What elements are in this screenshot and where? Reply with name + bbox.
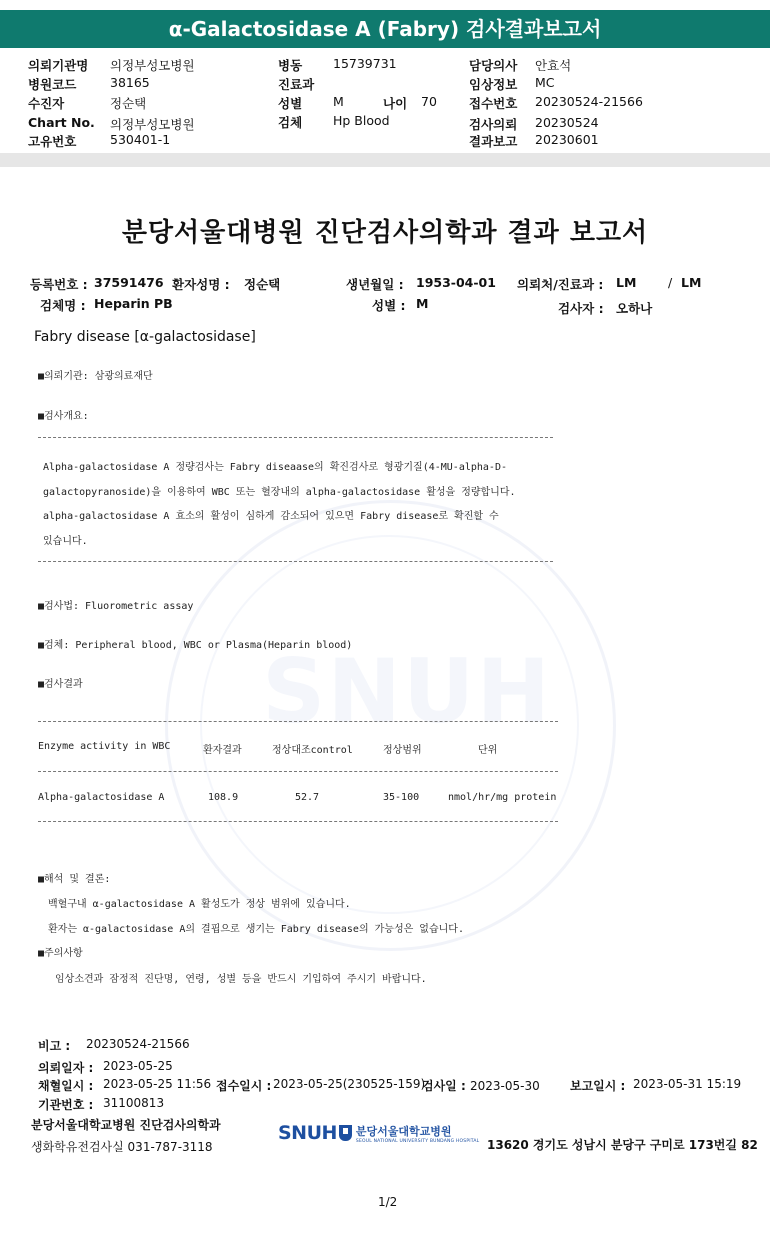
divider [38,721,558,722]
overview-line: galactopyranoside)을 이용하여 WBC 또는 혈장내의 alpha-galactosidase 활성을 정량합니다. [43,487,516,498]
header-label: 접수번호 [469,96,518,111]
collect-label: 채혈일시 : [38,1079,94,1093]
dept-value: LM [681,275,702,290]
specimen-name-value: Heparin PB [94,296,173,311]
interpretation-line: 환자는 α-galactosidase A의 결핍으로 생기는 Fabry disease의 가능성은 없습니다. [48,924,464,935]
header-value: M [333,94,344,109]
table-cell: Alpha-galactosidase A [38,792,165,803]
header-label: Chart No. [28,115,95,130]
header-value: 38165 [110,75,150,90]
registration-label: 등록번호 : [30,277,88,292]
header-label: 결과보고 [469,134,518,149]
header-value: 20230601 [535,132,599,147]
receipt-value: 2023-05-25(230525-159) [273,1077,426,1091]
report-banner-title: α-Galactosidase A (Fabry) 검사결과보고서 [0,10,770,48]
report-title: 분당서울대병원 진단검사의학과 결과 보고서 [121,218,649,248]
overview-line: alpha-galactosidase A 효소의 활성이 심하게 감소되어 있으면 Fabry disease로 확진할 수 [43,511,499,522]
receipt-label: 접수일시 : [216,1079,272,1093]
dept-separator: / [668,275,673,290]
test-date-value: 2023-05-30 [470,1079,540,1093]
header-divider-bar [0,153,770,167]
report-date-value: 2023-05-31 15:19 [633,1077,742,1091]
header-label: 성별 [278,96,303,111]
overview-line: 있습니다. [43,536,88,547]
table-cell: 35-100 [383,792,420,803]
department-name: 분당서울대학교병원 진단검사의학과 [31,1118,221,1132]
dept-label: 의뢰처/진료과 : [517,277,604,292]
page-number: 1/2 [378,1195,398,1209]
registration-value: 37591476 [94,275,164,290]
header-label: 병동 [278,58,303,73]
logo-english-text: SEOUL NATIONAL UNIVERSITY BUNDANG HOSPITAL [355,1138,480,1144]
test-section-title: Fabry disease [α-galactosidase] [34,329,256,345]
header-label: 검사의뢰 [469,117,518,132]
remark-label: 비고 : [38,1039,71,1053]
hospital-logo [278,1122,479,1144]
tester-label: 검사자 : [558,301,604,316]
header-label: 의뢰기관명 [28,58,89,73]
divider [38,561,553,562]
specimen-name-label: 검체명 : [40,298,86,313]
dob-label: 생년월일 : [346,277,404,292]
table-header-cell: 정상대조control [272,745,353,756]
header-label: 나이 [383,96,408,111]
header-info-grid [0,52,770,152]
divider [38,821,558,822]
lab-contact: 생화학유전검사실 031-787-3118 [31,1140,213,1154]
collect-value: 2023-05-25 11:56 [103,1077,212,1091]
header-value: 20230524-21566 [535,94,643,109]
header-label: 고유번호 [28,134,77,149]
hospital-address: 13620 경기도 성남시 분당구 구미로 173번길 82 [487,1138,758,1152]
dob-value: 1953-04-01 [416,275,496,290]
method-line: ■검사법: Fluorometric assay [38,601,194,612]
request-date-label: 의뢰일자 : [38,1061,94,1075]
institution-no-label: 기관번호 : [38,1098,94,1112]
header-value: 정순택 [110,96,147,111]
header-label: 진료과 [278,77,315,92]
header-label: 검체 [278,115,303,130]
header-value: 70 [421,94,437,109]
caution-line: 임상소견과 잠정적 진단명, 연령, 성별 등을 반드시 기입하여 주시기 바랍니다. [55,974,427,985]
header-value: 530401-1 [110,132,171,147]
header-value: 의정부성모병원 [110,117,195,132]
logo-korean-text: 분당서울대학교병원 [355,1124,452,1138]
header-value: Hp Blood [333,113,390,128]
sex-value: M [416,296,429,311]
interpretation-line: 백혈구내 α-galactosidase A 활성도가 정상 범위에 있습니다. [48,899,351,910]
shield-icon [339,1125,352,1141]
header-label: 수진자 [28,96,65,111]
patient-name-value: 정순택 [244,277,281,292]
logo-snuh-text: SNUH [278,1122,337,1144]
table-header-cell: 환자결과 [203,745,242,756]
header-label: 임상정보 [469,77,518,92]
caution-heading: ■주의사항 [38,948,83,959]
table-header-cell: 단위 [478,745,498,756]
request-date-value: 2023-05-25 [103,1059,173,1073]
header-label: 담당의사 [469,58,518,73]
sex-label: 성별 : [372,298,406,313]
dept-value: LM [616,275,637,290]
institution-line: ■의뢰기관: 삼광의료재단 [38,371,153,382]
header-value: 20230524 [535,115,599,130]
report-date-label: 보고일시 : [570,1079,626,1093]
divider [38,437,553,438]
specimen-line: ■검체: Peripheral blood, WBC or Plasma(Heparin blood) [38,640,353,651]
table-header-cell: 정상범위 [383,745,422,756]
divider [38,771,558,772]
header-value: 의정부성모병원 [110,58,195,73]
header-value: MC [535,75,555,90]
institution-no-value: 31100813 [103,1096,165,1110]
patient-name-label: 환자성명 : [172,277,230,292]
header-label: 병원코드 [28,77,77,92]
table-cell: 108.9 [208,792,239,803]
seal-watermark-text: SNUH [262,640,553,743]
overview-heading: ■검사개요: [38,411,89,422]
remark-value: 20230524-21566 [86,1037,190,1051]
overview-line: Alpha-galactosidase A 정량검사는 Fabry diseaase의 확진검사로 형광기질(4-MU-alpha-D- [43,462,507,473]
table-cell: nmol/hr/mg protein [448,792,557,803]
table-cell: 52.7 [295,792,320,803]
test-date-label: 검사일 : [422,1079,466,1093]
tester-value: 오하나 [616,301,653,316]
header-value: 안효석 [535,58,572,73]
interpretation-heading: ■해석 및 결론: [38,874,111,885]
table-header-cell: Enzyme activity in WBC [38,741,171,752]
result-heading: ■검사결과 [38,679,83,690]
header-value: 15739731 [333,56,397,71]
